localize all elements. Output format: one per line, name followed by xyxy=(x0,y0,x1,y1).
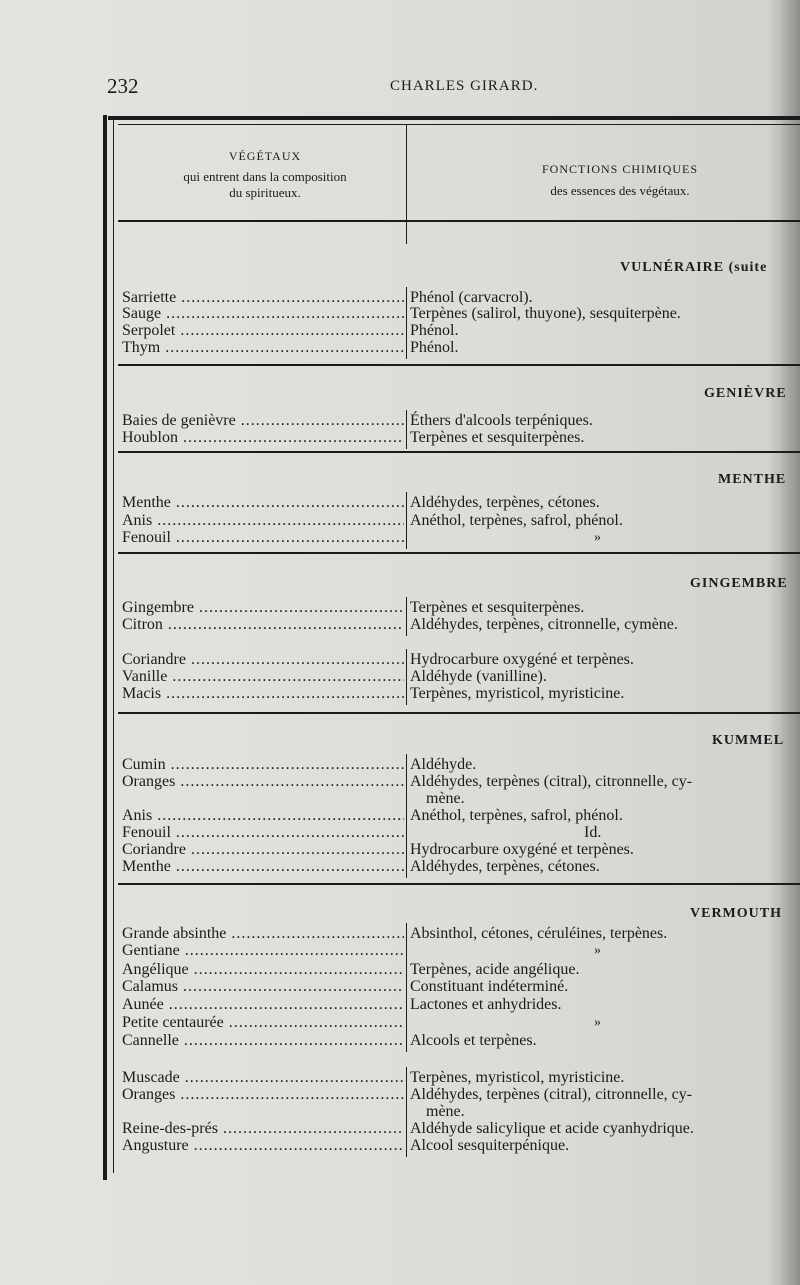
table-row xyxy=(122,773,800,791)
table-row xyxy=(122,616,800,634)
section-rule xyxy=(118,883,800,885)
table-row xyxy=(122,942,800,960)
table-row xyxy=(122,512,800,530)
table-row xyxy=(122,1086,800,1104)
column-header-vegetaux-line: qui entrent dans la composition xyxy=(183,169,347,184)
table-row xyxy=(122,858,800,876)
plant-name: Citron ..... xyxy=(122,616,404,634)
table-row xyxy=(122,1137,800,1155)
table-header-divider xyxy=(406,124,407,244)
column-header-vegetaux xyxy=(140,148,390,201)
column-divider xyxy=(406,856,407,878)
section-title: GENIÈVRE xyxy=(704,386,787,401)
plant-name: Gingembre ..... xyxy=(122,599,404,617)
chemical-function: Terpènes (salirol, thuyone), sesquiterpène. xyxy=(410,305,681,322)
table-row xyxy=(122,668,800,686)
chemical-function: Terpènes et sesquiterpènes. xyxy=(410,429,585,446)
chemical-function: Aldéhydes, terpènes, cétones. xyxy=(410,494,600,511)
plant-name: Coriandre ..... xyxy=(122,841,404,859)
plant-name: Petite centaurée ..... xyxy=(122,1014,404,1032)
chemical-function: Id. xyxy=(584,824,602,841)
plant-name: Baies de genièvre ..... xyxy=(122,412,404,430)
plant-name: Coriandre ..... xyxy=(122,651,404,669)
chemical-function: Aldéhydes, terpènes, cétones. xyxy=(410,858,600,875)
plant-name: Reine-des-prés ..... xyxy=(122,1120,404,1138)
plant-name: Oranges ..... xyxy=(122,1086,404,1104)
table-row xyxy=(122,412,800,430)
plant-name: Sarriette ..... xyxy=(122,289,404,307)
section-rule xyxy=(118,712,800,714)
chemical-function: Hydrocarbure oxygéné et terpènes. xyxy=(410,651,634,668)
table-row xyxy=(122,978,800,996)
table-row xyxy=(122,996,800,1014)
column-header-vegetaux-line: du spiritueux. xyxy=(229,185,301,200)
table-row xyxy=(122,756,800,774)
chemical-function-continuation: mène. xyxy=(426,1103,465,1120)
table-row xyxy=(122,305,800,323)
plant-name: Cumin ..... xyxy=(122,756,404,774)
section-title: MENTHE xyxy=(718,472,787,487)
table-row xyxy=(122,1014,800,1032)
table-row xyxy=(122,651,800,669)
chemical-function: Anéthol, terpènes, safrol, phénol. xyxy=(410,512,623,529)
table-row xyxy=(122,685,800,703)
chemical-function: » xyxy=(594,1015,601,1030)
chemical-function: Phénol. xyxy=(410,322,459,339)
table-frame-left-inner xyxy=(113,118,114,1173)
plant-name: Menthe ..... xyxy=(122,858,404,876)
plant-name: Cannelle ..... xyxy=(122,1032,404,1050)
table-row xyxy=(122,961,800,979)
column-divider xyxy=(406,427,407,449)
table-row-continuation xyxy=(122,790,800,808)
chemical-function: Aldéhyde salicylique et acide cyanhydrique. xyxy=(410,1120,694,1137)
plant-name: Serpolet ..... xyxy=(122,322,404,340)
plant-name: Fenouil ..... xyxy=(122,824,404,842)
table-row xyxy=(122,599,800,617)
chemical-function: Aldéhyde. xyxy=(410,756,477,773)
plant-name: Thym ..... xyxy=(122,339,404,357)
section-rule xyxy=(118,364,800,366)
table-row xyxy=(122,925,800,943)
table-frame-top-inner xyxy=(118,124,800,125)
chemical-function: Aldéhydes, terpènes (citral), citronnelle, cy- xyxy=(410,773,693,790)
chemical-function: Aldéhydes, terpènes, citronnelle, cymène. xyxy=(410,616,678,633)
table-header-rule xyxy=(118,220,800,222)
table-row xyxy=(122,1069,800,1087)
chemical-function: » xyxy=(594,530,601,545)
plant-name: Vanille ..... xyxy=(122,668,404,686)
plant-name: Gentiane ..... xyxy=(122,942,404,960)
table-row xyxy=(122,322,800,340)
plant-name: Grande absinthe ..... xyxy=(122,925,404,943)
table-frame-top xyxy=(108,116,800,120)
chemical-function: » xyxy=(594,943,601,958)
chemical-function: Phénol (carvacrol). xyxy=(410,289,533,306)
column-divider xyxy=(406,614,407,636)
section-rule xyxy=(118,451,800,453)
page-number: 232 xyxy=(107,74,139,98)
plant-name: Calamus ..... xyxy=(122,978,404,996)
running-head: CHARLES GIRARD. xyxy=(390,78,539,94)
chemical-function: Alcools et terpènes. xyxy=(410,1032,537,1049)
column-divider xyxy=(406,1030,407,1052)
plant-name: Muscade ..... xyxy=(122,1069,404,1087)
column-header-fonctions xyxy=(470,158,770,202)
table-row-continuation xyxy=(122,1103,800,1121)
table-row xyxy=(122,429,800,447)
table-row xyxy=(122,807,800,825)
plant-name: Angélique ..... xyxy=(122,961,404,979)
chemical-function: Terpènes, myristicol, myristicine. xyxy=(410,685,625,702)
column-divider xyxy=(406,527,407,549)
table-row xyxy=(122,841,800,859)
chemical-function: Constituant indéterminé. xyxy=(410,978,569,995)
plant-name: Anis ..... xyxy=(122,807,404,825)
column-divider xyxy=(406,683,407,705)
chemical-function: Aldéhydes, terpènes (citral), citronnelle, cy- xyxy=(410,1086,693,1103)
section-title: VERMOUTH xyxy=(690,906,782,921)
table-row xyxy=(122,339,800,357)
chemical-function: Absinthol, cétones, céruléines, terpènes. xyxy=(410,925,668,942)
section-title: VULNÉRAIRE (suite xyxy=(620,260,768,275)
plant-name: Oranges ..... xyxy=(122,773,404,791)
plant-name: Fenouil ..... xyxy=(122,529,404,547)
table-row xyxy=(122,494,800,512)
column-header-fonctions-title: FONCTIONS CHIMIQUES xyxy=(541,162,698,176)
chemical-function: Éthers d'alcools terpéniques. xyxy=(410,412,593,429)
chemical-function: Terpènes et sesquiterpènes. xyxy=(410,599,585,616)
plant-name: Houblon ..... xyxy=(122,429,404,447)
chemical-function: Phénol. xyxy=(410,339,459,356)
section-title: GINGEMBRE xyxy=(690,576,788,591)
chemical-function: Terpènes, acide angélique. xyxy=(410,961,580,978)
table-frame-left xyxy=(103,115,107,1180)
chemical-function: Lactones et anhydrides. xyxy=(410,996,562,1013)
chemical-function: Terpènes, myristicol, myristicine. xyxy=(410,1069,625,1086)
column-divider xyxy=(406,1135,407,1157)
column-divider xyxy=(406,337,407,359)
plant-name: Sauge ..... xyxy=(122,305,404,323)
section-title: KUMMEL xyxy=(712,733,785,748)
chemical-function: Alcool sesquiterpénique. xyxy=(410,1137,570,1154)
chemical-function: Hydrocarbure oxygéné et terpènes. xyxy=(410,841,634,858)
table-row xyxy=(122,1032,800,1050)
plant-name: Aunée ..... xyxy=(122,996,404,1014)
column-header-fonctions-line: des essences des végétaux. xyxy=(550,183,690,198)
section-rule xyxy=(118,552,800,554)
plant-name: Angusture ..... xyxy=(122,1137,404,1155)
chemical-function-continuation: mène. xyxy=(426,790,465,807)
table-row xyxy=(122,824,800,842)
plant-name: Anis ..... xyxy=(122,512,404,530)
column-header-vegetaux-title: VÉGÉTAUX xyxy=(228,149,302,163)
chemical-function: Anéthol, terpènes, safrol, phénol. xyxy=(410,807,623,824)
plant-name: Macis ..... xyxy=(122,685,404,703)
chemical-function: Aldéhyde (vanilline). xyxy=(410,668,547,685)
table-row xyxy=(122,1120,800,1138)
table-row xyxy=(122,529,800,547)
plant-name: Menthe ..... xyxy=(122,494,404,512)
